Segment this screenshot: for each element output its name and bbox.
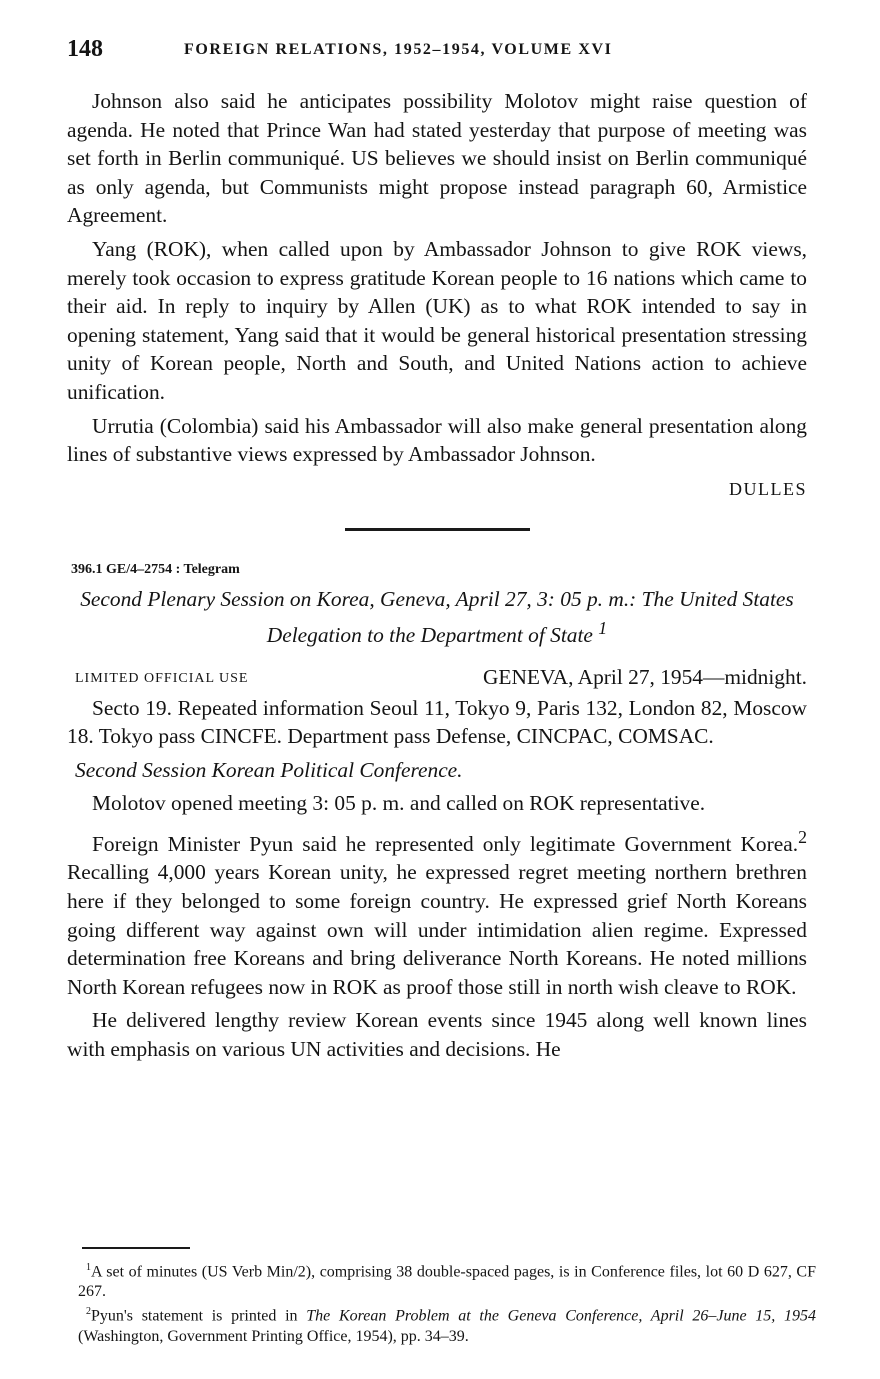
pyun-footnote-marker: 2 bbox=[798, 826, 807, 847]
paragraph-pyun-statement bbox=[67, 823, 807, 1002]
paragraph-yang-rok: Yang (ROK), when called upon by Ambassador Johnson to give ROK views, merely took occasion to express gratitude Korean people to 16 nations which came to their aid. In reply to inquiry by Allen (UK) as to what ROK intended to say in opening statement, Yang said that it would be general historical presentation stressing unity of Korean people, North and South, and United Nations action to achieve unification. bbox=[67, 236, 807, 404]
body-text bbox=[67, 87, 807, 1069]
footnote-2 bbox=[78, 1302, 816, 1346]
footnote-1-text: A set of minutes (US Verb Min/2), comprising 38 double-spaced pages, is in Conference files, lot 60 D 627, CF 267. bbox=[78, 1263, 816, 1301]
pyun-text-before-note: Foreign Minister Pyun said he represented only legitimate Government Korea. bbox=[92, 831, 799, 856]
footnote-1 bbox=[78, 1258, 816, 1302]
footnotes bbox=[78, 1258, 816, 1347]
paragraph-urrutia: Urrutia (Colombia) said his Ambassador will also make general presentation along lines of substantive views expressed by Ambassador Johnson. bbox=[67, 413, 807, 467]
footnote-2-text-after: (Washington, Government Printing Office, 1954), pp. 34–39. bbox=[78, 1327, 469, 1345]
pyun-text-after-note: Recalling 4,000 years Korean unity, he expressed regret meeting northern brethren here if they belonged to some foreign country. He expressed grief North Koreans going different way against own will under intimidation alien regime. Expressed determination free Koreans and bring deliverance North Koreans. He noted millions North Korean refugees now in ROK as proof those still in north wish cleave to ROK. bbox=[67, 860, 807, 999]
subheading-session: Second Session Korean Political Conference. bbox=[75, 758, 463, 783]
document-file-id: 396.1 GE/4–2754 : Telegram bbox=[71, 561, 240, 577]
page-number: 148 bbox=[67, 36, 103, 62]
dateline: GENEVA, April 27, 1954—midnight. bbox=[482, 664, 807, 689]
document-title bbox=[67, 585, 807, 650]
paragraph-johnson-agenda: Johnson also said he anticipates possibility Molotov might raise question of agenda. He noted that Prince Wan had stated yesterday that purpose of meeting was set forth in Berlin communiqué. US believes we should insist on Berlin communiqué as only agenda, but Communists might propose instead paragraph 60, Armistice Agreement. bbox=[67, 89, 807, 228]
paragraph-molotov-opened: Molotov opened meeting 3: 05 p. m. and called on ROK representative. bbox=[92, 791, 706, 816]
classification-row bbox=[67, 662, 807, 694]
paragraph-routing: Secto 19. Repeated information Seoul 11, Tokyo 9, Paris 132, London 82, Moscow 18. Tokyo pass CINCFE. Department pass Defense, CINCPAC, COMSAC. bbox=[67, 695, 807, 749]
page-header bbox=[67, 36, 807, 66]
footnote-separator-rule bbox=[82, 1247, 190, 1249]
footnote-2-publication-title: The Korean Problem at the Geneva Conference, April 26–June 15, 1954 bbox=[306, 1307, 816, 1325]
footnote-1-marker: 1 bbox=[86, 1262, 91, 1273]
document-title-text: Second Plenary Session on Korea, Geneva, April 27, 3: 05 p. m.: The United States Delegation to the Department of State bbox=[80, 586, 794, 647]
running-head: FOREIGN RELATIONS, 1952–1954, VOLUME XVI bbox=[184, 41, 613, 58]
classification-label: LIMITED OFFICIAL USE bbox=[75, 670, 249, 686]
footnote-2-marker: 2 bbox=[86, 1306, 91, 1318]
title-footnote-marker: 1 bbox=[598, 617, 608, 638]
paragraph-review: He delivered lengthy review Korean events since 1945 along well known lines with emphasis on various UN activities and decisions. He bbox=[67, 1008, 807, 1061]
signature-dulles: DULLES bbox=[729, 478, 807, 499]
document-separator-rule bbox=[345, 528, 530, 531]
footnote-2-text-before: Pyun's statement is printed in bbox=[91, 1307, 307, 1325]
